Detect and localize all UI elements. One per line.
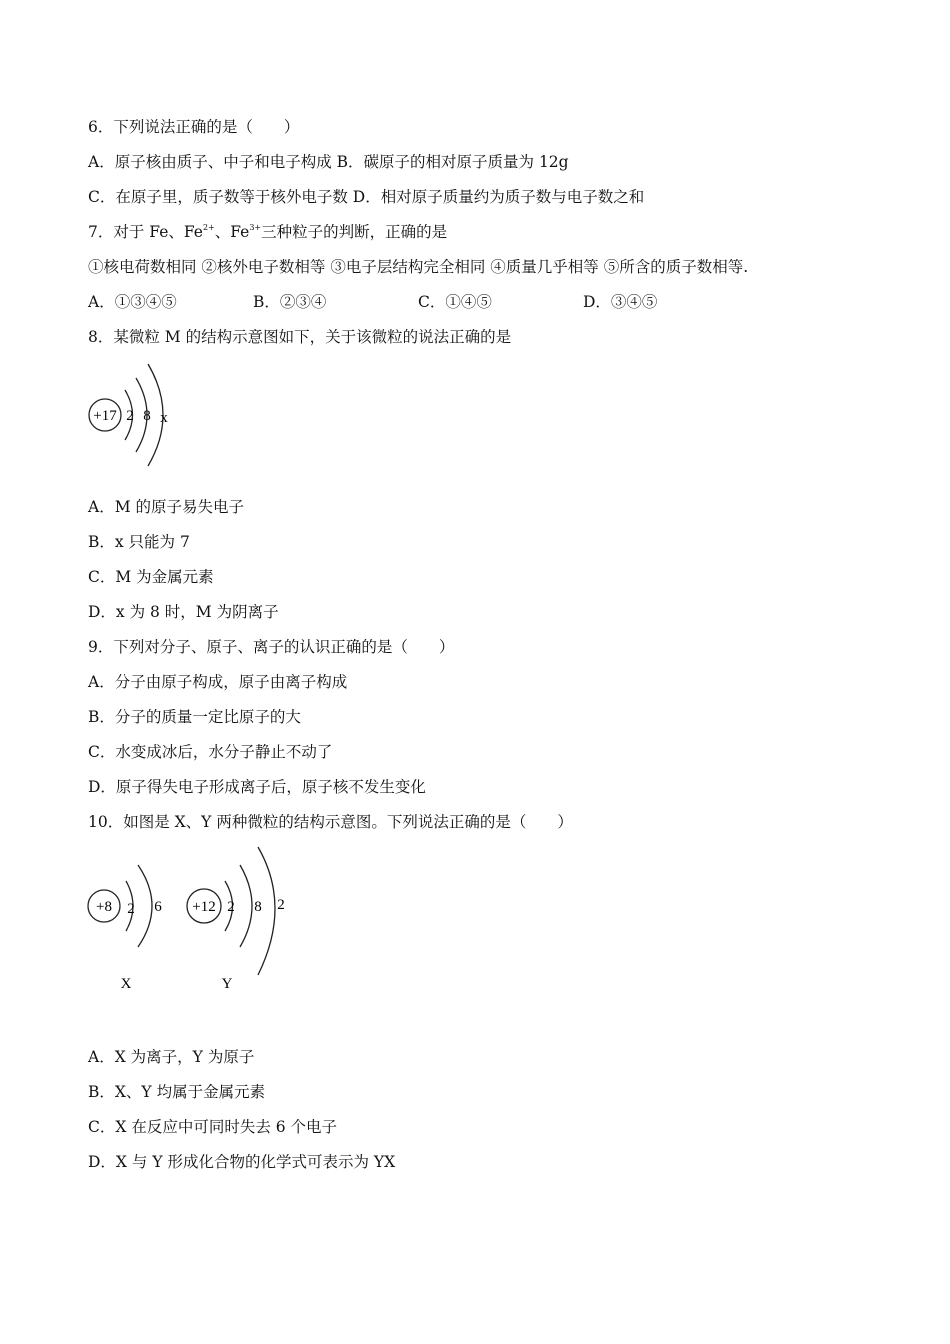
q6-options-line2: C．在原子里，质子数等于核外电子数 D．相对原子质量约为质子数与电子数之和 <box>88 188 645 206</box>
q9-option-c: C．水变成冰后，水分子静止不动了 <box>88 743 333 761</box>
q7-option-a: A．①③④⑤ <box>88 293 177 311</box>
q7-options <box>88 292 657 312</box>
q8-atom-structure-diagram <box>80 358 200 473</box>
x-label: X <box>120 976 132 992</box>
q10-structure-diagrams <box>80 843 310 995</box>
fe2-charge: 2+ <box>202 223 215 232</box>
q7-option-b: B．②③④ <box>253 293 327 311</box>
q8-stem: 8．某微粒 M 的结构示意图如下，关于该微粒的说法正确的是 <box>88 328 512 346</box>
q6-stem: 6．下列说法正确的是（ ） <box>88 118 300 136</box>
q10-option-c: C．X 在反应中可同时失去 6 个电子 <box>88 1118 338 1136</box>
q7-statements: ①核电荷数相同 ②核外电子数相等 ③电子层结构完全相同 ④质量几乎相等 ⑤所含的质子数相等. <box>88 258 749 276</box>
q10-option-d: D．X 与 Y 形成化合物的化学式可表示为 YX <box>88 1153 396 1171</box>
q10-option-b: B．X、Y 均属于金属元素 <box>88 1083 266 1101</box>
q8-shell-2-electrons: 8 <box>143 408 151 424</box>
q8-option-d: D．x 为 8 时，M 为阴离子 <box>88 603 279 621</box>
q10-option-a: A．X 为离子，Y 为原子 <box>88 1048 255 1066</box>
x-shell-arc-2 <box>138 865 152 947</box>
q7-stem-mid: 、Fe <box>214 223 250 241</box>
q9-option-a: A．分子由原子构成，原子由离子构成 <box>88 673 348 691</box>
q9-option-d: D．原子得失电子形成离子后，原子核不发生变化 <box>88 778 426 796</box>
x-nucleus-charge: +8 <box>96 899 112 915</box>
q8-option-c: C．M 为金属元素 <box>88 568 214 586</box>
x-shell-1-electrons: 2 <box>127 901 135 917</box>
y-shell-arc-2 <box>240 865 252 947</box>
q7-option-c: C．①④⑤ <box>418 293 492 311</box>
fe3-charge: 3+ <box>249 223 262 232</box>
q6-options-line1: A．原子核由质子、中子和电子构成 B．碳原子的相对原子质量为 12g <box>88 153 569 171</box>
q8-nucleus-charge: +17 <box>93 408 117 424</box>
q9-option-b: B．分子的质量一定比原子的大 <box>88 708 301 726</box>
q8-option-a: A．M 的原子易失电子 <box>88 498 244 516</box>
q7-stem-pre: 7．对于 Fe、Fe <box>88 223 203 241</box>
x-shell-2-electrons: 6 <box>154 899 162 915</box>
y-label: Y <box>221 976 233 992</box>
q7-stem <box>88 222 447 242</box>
q7-option-d: D．③④⑤ <box>583 293 658 311</box>
q10-diagram-y <box>187 847 285 992</box>
y-shell-2-electrons: 8 <box>254 899 262 915</box>
q8-shell-1-electrons: 2 <box>126 408 134 424</box>
y-nucleus-charge: +12 <box>192 899 216 915</box>
q7-stem-post: 三种粒子的判断，正确的是 <box>261 223 448 241</box>
q8-shell-3-electrons: x <box>160 410 168 426</box>
y-shell-3-electrons: 2 <box>277 897 285 913</box>
q10-diagram-x <box>88 865 162 992</box>
q8-option-b: B．x 只能为 7 <box>88 533 190 551</box>
q10-stem: 10．如图是 X、Y 两种微粒的结构示意图。下列说法正确的是（ ） <box>88 813 573 831</box>
q9-stem: 9．下列对分子、原子、离子的认识正确的是（ ） <box>88 638 455 656</box>
y-shell-1-electrons: 2 <box>227 899 235 915</box>
